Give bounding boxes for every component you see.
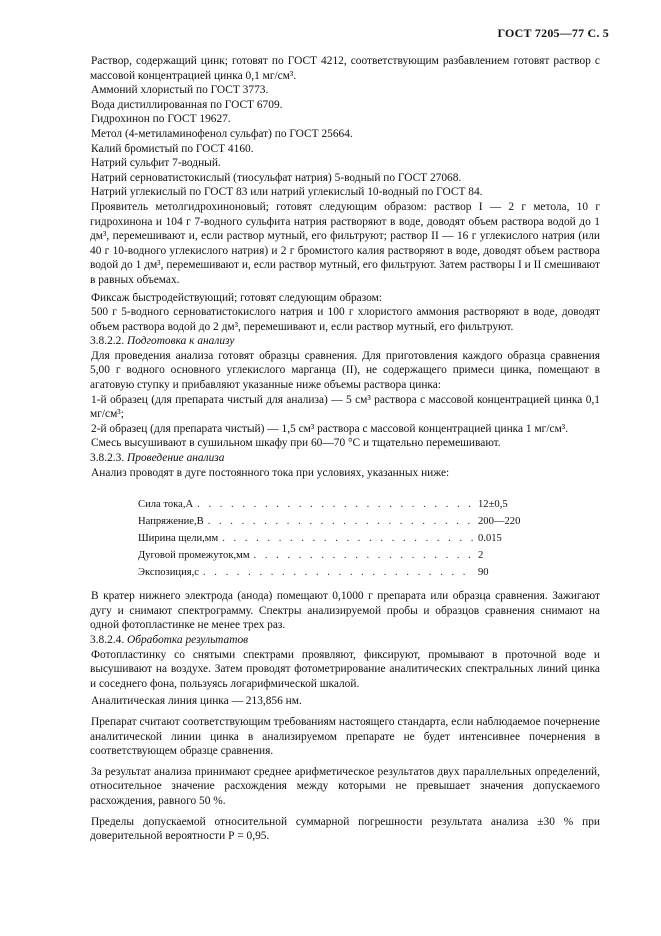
leader-dots (222, 530, 474, 547)
condition-label: Дуговой промежуток,мм (138, 550, 250, 562)
leader-dots (197, 496, 474, 513)
paragraph-fixer: Фиксаж быстродействующий; готовят следующим образом: (91, 291, 382, 304)
section-number: 3.8.2.3. (90, 452, 125, 465)
reagent-metol: Метол (4-метиламинофенол сульфат) по ГОСТ 25664. (91, 127, 353, 140)
section-number: 3.8.2.4. (90, 634, 125, 646)
condition-label: Ширина щели,мм (138, 533, 219, 545)
condition-label: Экспозиция,с (138, 567, 199, 579)
paragraph-error-limits: Пределы допускаемой относительной суммарной погрешности результата анализа ±30 % при доверительной вероятности Р = 0,95. (90, 815, 600, 843)
condition-value: 2 (478, 550, 484, 562)
paragraph-zinc-solution: Раствор, содержащий цинк; готовят по ГОСТ 4212, соответствующим разбавлением готовят раствор с массовой концентрацией цинка 0,1 мг/см³. (90, 55, 600, 82)
paragraph-drying: Смесь высушивают в сушильном шкафу при 60—70 °С и тщательно перемешивают. (91, 437, 501, 450)
section-title: Обработка результатов (127, 634, 249, 646)
paragraph-result: За результат анализа принимают среднее арифметическое результатов двух параллельных определений, относительное значение расхождения между которыми не превышает значения допускаемого расхождения, равного 50 %. (90, 765, 600, 807)
paragraph-crater: В кратер нижнего электрода (анода) помещают 0,1000 г препарата или образца сравнения. Зажигают дугу и снимают спектрограмму. Спектры анализируемой пробы и образцов сравнения снимают на одной фотопластинке не менее трех раз. (90, 590, 600, 632)
condition-label: Сила тока,А (138, 499, 194, 511)
reagent-potassium-bromide: Калий бромистый по ГОСТ 4160. (91, 142, 254, 155)
section-heading-analysis (90, 451, 600, 466)
condition-label: Напряжение,В (138, 516, 204, 528)
paragraph-photoplate: Фотопластинку со снятыми спектрами проявляют, фиксируют, промывают в проточной воде и высушивают на воздухе. Затем проводят фотометрирование аналитических спектральных линий цинка и соседнего фона, пользуясь логарифмической шкалой. (90, 648, 600, 690)
reagent-ammonium-chloride: Аммоний хлористый по ГОСТ 3773. (91, 84, 269, 97)
section-heading-results (90, 633, 600, 648)
section-number: 3.8.2.2. (90, 335, 125, 348)
section-title: Подготовка к анализу (127, 335, 235, 348)
document-body (90, 54, 600, 844)
condition-row (138, 530, 548, 547)
condition-row (138, 547, 548, 564)
condition-value: 12±0,5 (478, 499, 508, 511)
condition-value: 90 (478, 567, 489, 579)
section-title: Проведение анализа (127, 452, 225, 465)
leader-dots (208, 513, 474, 530)
condition-value: 200—220 (478, 516, 521, 528)
reagent-hydroquinone: Гидрохинон по ГОСТ 19627. (91, 113, 231, 126)
paragraph-analysis-intro: Анализ проводят в дуге постоянного тока при условиях, указанных ниже: (91, 466, 450, 479)
paragraph-developer: Проявитель метолгидрохиноновый; готовят следующим образом: раствор I — 2 г метола, 10 г гидрохинона и 104 г 7-водного сульфита натрия растворяют в воде, доводят объем раствора водой до 1 дм³, перемешивают и, если раствор мутный, его фильтруют; раствор II — 16 г углекислого натрия (или 40 г 10-водного углекислого натрия) и 2 г бромистого калия растворяют в воде, доводят объем раствора водой до 1 дм³, перемешивают и, если раствор мутный, его фильтруют. Затем растворы I и II смешивают в равных объемах. (90, 200, 600, 286)
leader-dots (254, 547, 474, 564)
reagent-water: Вода дистиллированная по ГОСТ 6709. (91, 98, 283, 111)
paragraph-sample-1: 1-й образец (для препарата чистый для анализа) — 5 см³ раствора с массовой концентрацией цинка 0,1 мг/см³; (90, 393, 600, 421)
reagent-sodium-sulfite: Натрий сульфит 7-водный. (91, 157, 221, 170)
paragraph-analytical-line: Аналитическая линия цинка — 213,856 нм. (91, 695, 302, 708)
condition-row (138, 564, 548, 581)
leader-dots (203, 564, 474, 581)
section-heading-preparation (90, 334, 600, 349)
reagent-sodium-carbonate: Натрий углекислый по ГОСТ 83 или натрий углекислый 10-водный по ГОСТ 84. (91, 186, 483, 199)
conditions-table (138, 496, 548, 581)
condition-row (138, 513, 548, 530)
condition-row (138, 496, 548, 513)
paragraph-fixer-recipe: 500 г 5-водного серноватистокислого натрия и 100 г хлористого аммония растворяют в воде, доводят объем раствора водой до 2 дм³, перемешивают и, если раствор мутный, его фильтруют. (90, 306, 600, 333)
reagent-sodium-thiosulfate: Натрий серноватистокислый (тиосульфат натрия) 5-водный по ГОСТ 27068. (91, 171, 462, 184)
paragraph-compliance: Препарат считают соответствующим требованиям настоящего стандарта, если наблюдаемое почернение аналитической линии цинка в анализируемом препарате не будет интенсивнее почернения в соответствующем образце сравнения. (90, 715, 600, 758)
page-header: ГОСТ 7205—77 С. 5 (497, 26, 609, 40)
condition-value: 0.015 (478, 533, 502, 545)
paragraph-reference-samples: Для проведения анализа готовят образцы сравнения. Для приготовления каждого образца сравнения 5,00 г водного основного углекислого марганца (II), не содержащего примеси цинка, помещают в агатовую ступку и прибавляют указанные ниже объемы раствора цинка: (90, 349, 600, 392)
paragraph-sample-2: 2-й образец (для препарата чистый) — 1,5 см³ раствора с массовой концентрацией цинка 1 мг/см³. (91, 422, 569, 435)
